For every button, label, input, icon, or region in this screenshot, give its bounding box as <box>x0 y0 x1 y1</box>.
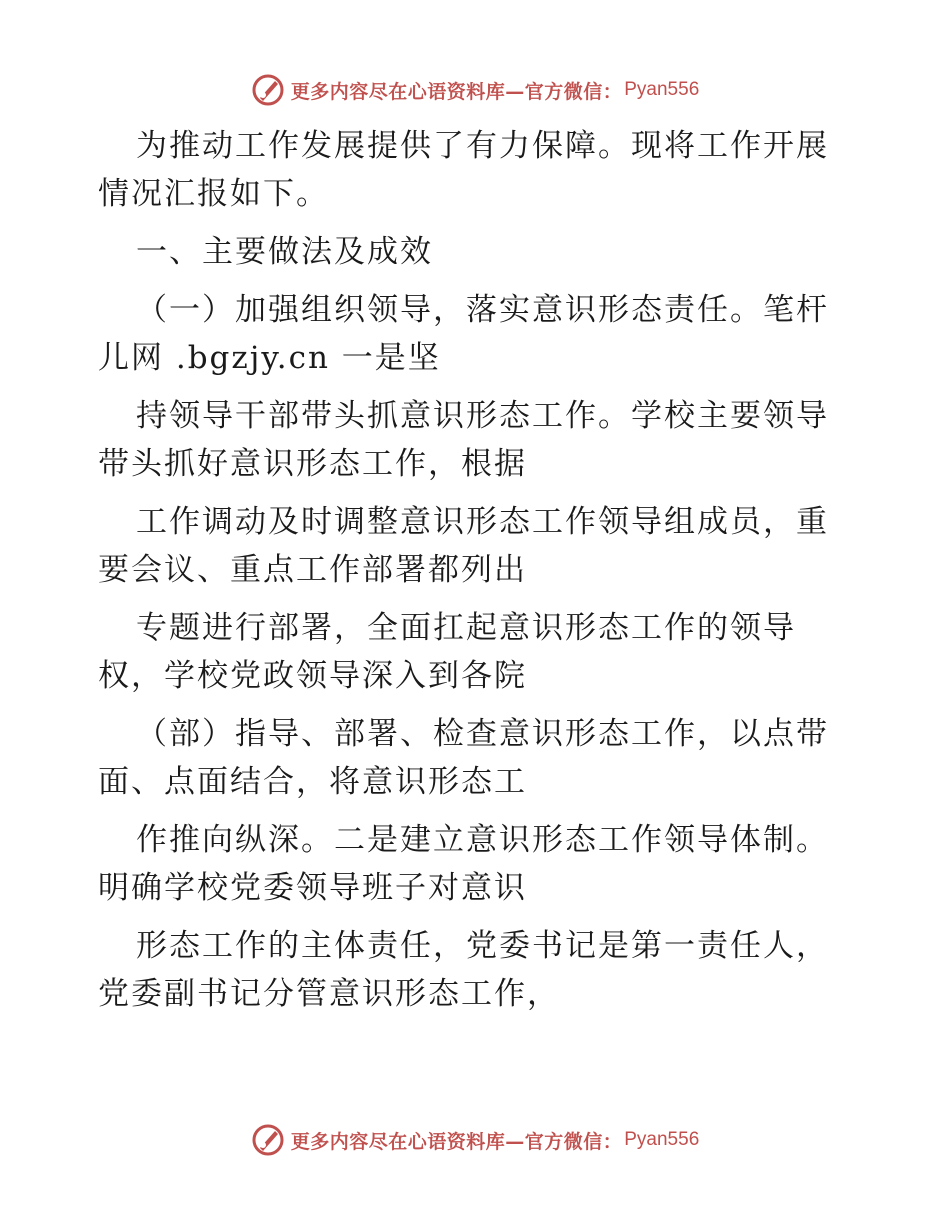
paragraph-line: （一）加强组织领导，落实意识形态责任。笔杆 <box>136 292 829 328</box>
paragraph-7 <box>98 710 858 806</box>
watermark-account: Pyan556 <box>624 79 700 100</box>
paragraph-line: 情况汇报如下。 <box>98 176 329 212</box>
paragraph-9 <box>98 922 858 1018</box>
paragraph-line: 作推向纵深。二是建立意识形态工作领导体制。 <box>136 822 829 858</box>
section-heading <box>98 228 858 276</box>
paragraph-line: 为推动工作发展提供了有力保障。现将工作开展 <box>136 128 829 164</box>
paragraph-line: 明确学校党委领导班子对意识 <box>98 870 527 906</box>
paragraph-line: 权，学校党政领导深入到各院 <box>98 658 527 694</box>
paragraph-line: 形态工作的主体责任，党委书记是第一责任人， <box>136 928 829 964</box>
paragraph-line: 工作调动及时调整意识形态工作领导组成员，重 <box>136 504 829 540</box>
paragraph-3 <box>98 286 858 382</box>
paragraph-line: 儿网 .bgzjy.cn 一是坚 <box>98 340 441 376</box>
header-watermark <box>0 70 950 110</box>
logo-icon <box>251 73 285 107</box>
paragraph-6 <box>98 604 858 700</box>
paragraph-line: 带头抓好意识形态工作，根据 <box>98 446 527 482</box>
document-body <box>98 122 858 1028</box>
watermark-text: 更多内容尽在心语资料库—官方微信： <box>290 1130 623 1153</box>
paragraph-line: 专题进行部署，全面扛起意识形态工作的领导 <box>136 610 796 646</box>
paragraph-8 <box>98 816 858 912</box>
paragraph-line: 要会议、重点工作部署都列出 <box>98 552 527 588</box>
paragraph-line: （部）指导、部署、检查意识形态工作，以点带 <box>136 716 829 752</box>
footer-watermark <box>0 1120 950 1160</box>
paragraph-5 <box>98 498 858 594</box>
paragraph-line: 党委副书记分管意识形态工作， <box>98 976 560 1012</box>
logo-icon <box>251 1123 285 1157</box>
paragraph-line: 面、点面结合，将意识形态工 <box>98 764 527 800</box>
heading-line: 一、主要做法及成效 <box>136 234 433 270</box>
paragraph-line: 持领导干部带头抓意识形态工作。学校主要领导 <box>136 398 829 434</box>
watermark-text: 更多内容尽在心语资料库—官方微信： <box>290 80 623 103</box>
watermark-account: Pyan556 <box>624 1129 700 1150</box>
paragraph-4 <box>98 392 858 488</box>
paragraph-1 <box>98 122 858 218</box>
